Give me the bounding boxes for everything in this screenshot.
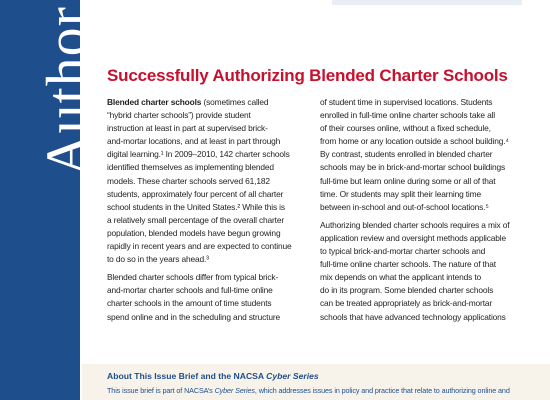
left-paragraph-2: [107, 271, 313, 323]
text-line: models. These charter schools served 61,182: [107, 175, 270, 186]
text-line: and-mortar locations, and at least in part through: [107, 136, 281, 147]
text-line: of student time in supervised locations. Students: [320, 97, 493, 107]
left-paragraph-1: [107, 96, 313, 266]
right-paragraph-1: [320, 96, 530, 214]
text-line: and-mortar charter schools and full-time online: [107, 285, 273, 296]
text-line: students, approximately four percent of all charter: [107, 188, 284, 199]
right-column: [320, 96, 530, 329]
text-line: schools that have advanced technology applications: [320, 311, 506, 322]
text-line: By contrast, students enrolled in blended charter: [320, 149, 493, 160]
text-line: can be treated appropriately as brick-and-mortar: [320, 298, 493, 309]
text-line: full-time online charter schools. The nature of that: [320, 259, 496, 270]
text-line: enrolled in full-time online charter schools take all: [320, 110, 495, 121]
text-line: do in its program. Some blended charter schools: [320, 285, 494, 296]
text-line: to do so in the years ahead.³: [107, 254, 209, 265]
text-line: charter schools in the amount of time students: [107, 298, 272, 309]
text-line: to typical brick-and-mortar charter schools and: [320, 246, 486, 257]
text-line: Blended charter schools differ from typical brick-: [107, 272, 279, 283]
text-line: Blended charter schools (sometimes called: [107, 97, 269, 107]
text-line: mix depends on what the applicant intends to: [320, 272, 482, 283]
text-line: instruction at least in part at supervised brick-: [107, 123, 268, 134]
text-line: Authorizing blended charter schools requires a mix of: [320, 219, 510, 230]
text-line: of their courses online, without a fixed schedule,: [320, 123, 491, 134]
text-line: full-time but learn online during some or all of that: [320, 175, 496, 186]
text-line: a relatively small percentage of the overall charter: [107, 214, 285, 225]
text-line: population, blended models have begun growing: [107, 227, 281, 238]
footer-text: This issue brief is part of NACSA’s Cyber Series, which addresses issues in policy and practice that relate to authorizing online and: [107, 386, 510, 395]
text-line: time. Or students may split their learning time: [320, 188, 481, 199]
text-line: from home or any location outside a school building.⁴: [320, 136, 509, 147]
text-line: digital learning.¹ In 2009–2010, 142 charter schools: [107, 149, 290, 160]
text-line: spend online and in the scheduling and structure: [107, 311, 280, 322]
text-line: rapidly in recent years and are expected to continue: [107, 241, 292, 252]
lead-term: Blended charter schools: [107, 97, 202, 107]
article-title: Successfully Authorizing Blended Charter Schools: [107, 66, 508, 85]
text-line: between in-school and out-of-school locations.⁵: [320, 201, 489, 212]
footer-heading: About This Issue Brief and the NACSA Cyber Series: [107, 371, 319, 381]
sidebar-band: [0, 0, 99, 400]
text-line: schools may be in brick-and-mortar school buildings: [320, 162, 506, 173]
sidebar-word: Author: [34, 6, 99, 177]
text-line: identified themselves as implementing blended: [107, 162, 274, 173]
text-line: school students in the United States.² While this is: [107, 201, 285, 212]
top-decorative-band: [332, 0, 522, 5]
left-column: [107, 96, 313, 329]
right-paragraph-2: [320, 219, 530, 324]
text-line: “hybrid charter schools”) provide student: [107, 110, 251, 121]
text-line: application review and oversight methods applicable: [320, 232, 507, 243]
